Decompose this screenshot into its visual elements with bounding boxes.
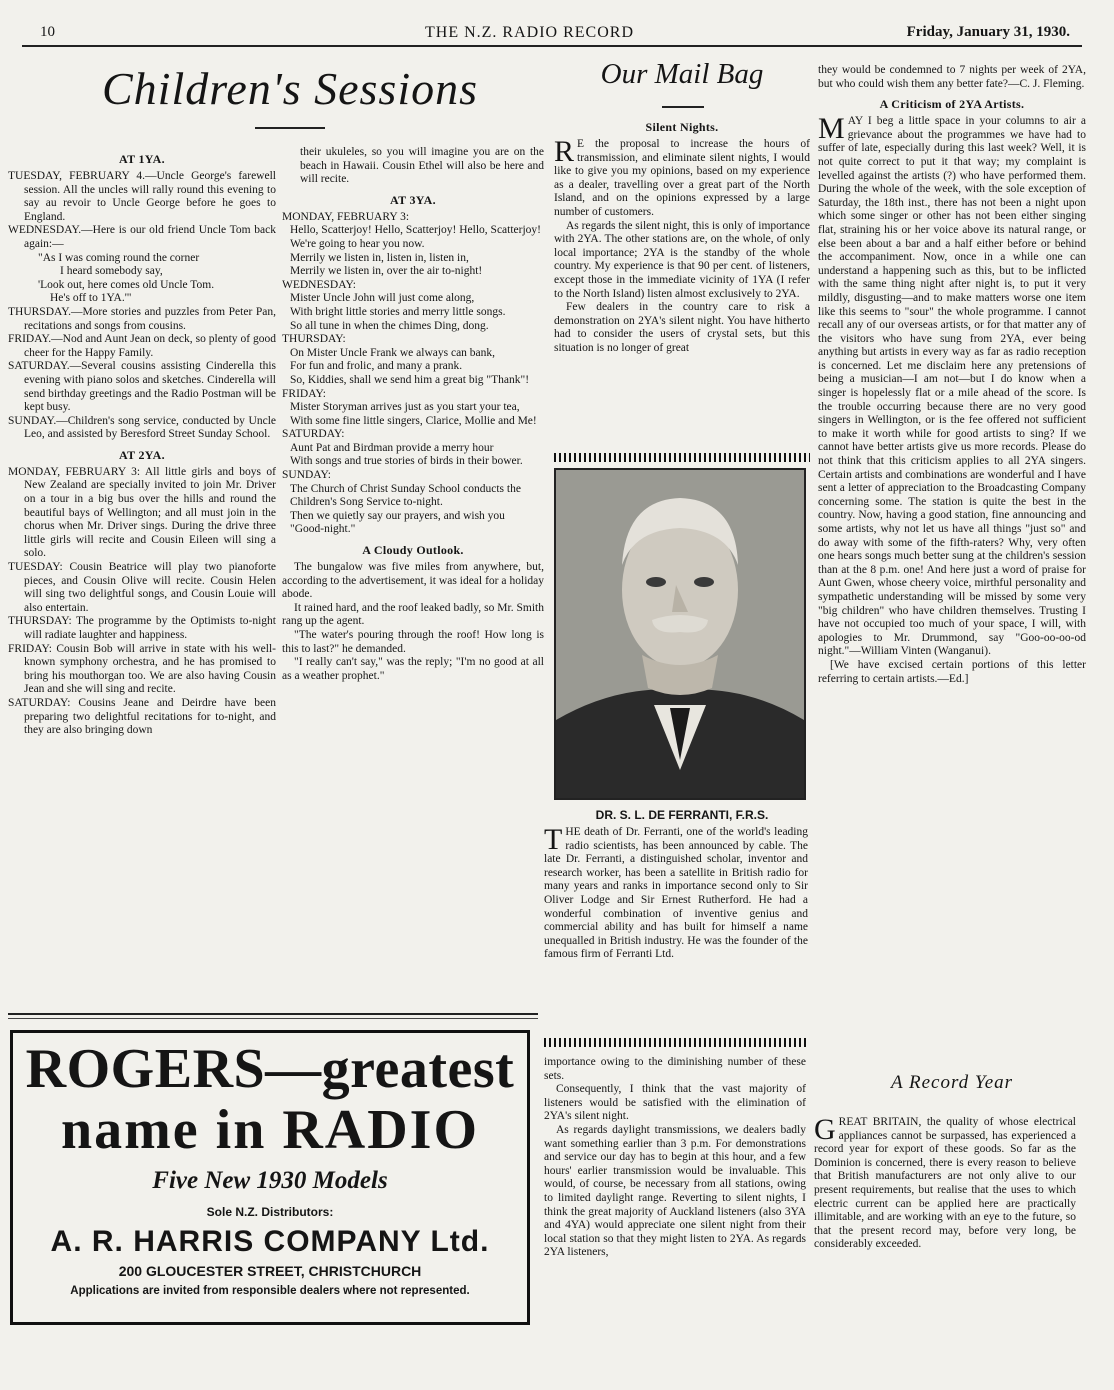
column-3-ferranti (544, 823, 808, 962)
title-rule (255, 127, 325, 129)
record-text (814, 1113, 1076, 1252)
monday-3ya (282, 211, 544, 279)
silent-p3: Few dealers in the country care to risk a demonstration on 2YA's silent night. You have hitherto had to consider the users of crystal sets, but this situation is no longer of great (554, 301, 810, 354)
dropcap: M (818, 112, 845, 146)
column-2 (282, 146, 544, 683)
friday-2ya: FRIDAY: Cousin Bob will arrive in state with his well-known symphony orchestra, and he has promised to bring his mouthorgan too. We are also having Cousin Jean and she will sing and recite. (8, 642, 276, 696)
fleming-carry: they would be condemned to 7 nights per week of 2YA, but who could wish them any better fate?—C. J. Fleming. (818, 64, 1086, 90)
verse-line: We're going to hear you now. (290, 237, 425, 250)
at-2ya-heading: AT 2YA. (119, 447, 165, 462)
criticism-text-body: AY I beg a little space in your columns to air a grievance about the programmes we have had to suffer of late, especially during this last week? Well, it is not quite correct to put it that way; my complaint is levelled against the artists (?) who have performed them. During the whole of the week, with the sole exception of Saturday, the 18th inst., there has not been a night upon which some singer or other has not been either singing flat, straining his or her voice above its natural range, or else been about a bar and a half either before or behind the accompaniment. Now, once in a while one can understand a happening such as this, but to be inflicted with the same thing night after night is, to put it very mildly, disgusting—and to make matters worse one item like this seems to "sour" the whole programme. I cannot recall any of our overseas artists, or for that matter any of the visitors who have sung from 2YA, ever being anything but artists in every way as far as radio reception is concerned. Let me disclaim here any pretensions of being a musician—I am not—but I do know when a singer is hopelessly flat or a mile ahead of the score. Is the trouble occurring because there are no very good singers in Wellington, or is the fee offered not sufficient to make it worth while for good artists to sing? If we cannot have better artists give us more records. Please do not think that this criticism applies to all 2YA singers. Certain artists and combinations are wonderful and I have sent a letter of appreciation to the Broadcasting Company concerning some. The station is quite the best in the country. Now, having a good station, fine announcing and some artists, why not let us have all things "just so" and do away with some of the fifth-raters? Why, very often one hears songs much better sung at the children's session than at the 8 p.m. one! And here just a word of praise for Aunt Gwen, whose cheery voice, mirthful personality and sympathetic understanding will be missed by some very "big children" who have children themselves. Trusting I have not occupied too much of your space, I will, with apologies to Mr. Drummond, say "Goo-oo-oo-od night."—William Vinten (Wanganui). (818, 115, 1086, 658)
photo-caption: DR. S. L. DE FERRANTI, F.R.S. (595, 808, 769, 822)
tuesday-1ya: TUESDAY, FEBRUARY 4.—Uncle George's farewell session. All the uncles will rally round this evening to say au revoir to Uncle George before he goes to England. (8, 170, 276, 223)
thursday-2ya: THURSDAY: The programme by the Optimists to-night will radiate laughter and happiness. (8, 615, 276, 641)
cloudy-p2: It rained hard, and the roof leaked badly, so Mr. Smith rang up the agent. (282, 601, 544, 628)
ad-headline-1: ROGERS—greatest (25, 1038, 515, 1100)
publication-title: THE N.Z. RADIO RECORD (425, 24, 634, 41)
ad-models: Five New 1930 Models (152, 1167, 388, 1194)
verse-line: With songs and true stories of birds in their bower. (290, 455, 523, 468)
ad-address: 200 GLOUCESTER STREET, CHRISTCHURCH (118, 1263, 422, 1279)
sunday-3ya (282, 469, 544, 537)
hatch-divider-2 (544, 1038, 808, 1047)
silent-cont1: importance owing to the diminishing number of these sets. (544, 1056, 806, 1082)
verse-line: Then we quietly say our prayers, and wish you (290, 509, 505, 522)
ad-headline-2: name in RADIO (60, 1099, 480, 1161)
verse-line: 'Look out, here comes old Uncle Tom. (38, 278, 215, 291)
day-label: MONDAY, FEBRUARY 3: (282, 210, 410, 223)
verse-line: Aunt Pat and Birdman provide a merry hour (290, 441, 494, 454)
sunday-1ya: SUNDAY.—Children's song service, conducted by Uncle Leo, and assisted by Beresford Street Sunday School. (8, 414, 276, 441)
thursday-3ya (282, 333, 544, 387)
silent-cont3: As regards daylight transmissions, we dealers badly want something earlier than 3 p.m. For demonstrations and service our day has to begin at this hour, and a few hours' earlier transmission would be invaluable. This would, of course, be necessary from all stations, owing to limited daylight range. Reverting to silent nights, I think the great majority of Auckland listeners (also 3YA and 4YA) would appreciate one silent night from their local station so that they might listen to 2YA. As regards 2YA listeners, (544, 1123, 806, 1259)
rogers-advertisement (10, 1030, 530, 1325)
verse-line: For fun and frolic, and many a prank. (290, 360, 463, 373)
ad-company: A. R. HARRIS COMPANY Ltd. (50, 1225, 490, 1258)
verse-line: He's off to 1YA.'" (50, 292, 132, 305)
silent-p1 (554, 135, 810, 220)
verse-line: Merrily we listen in, listen in, listen in, (290, 251, 469, 264)
saturday-1ya: SATURDAY.—Several cousins assisting Cinderella this evening with piano solos and sketches. Cinderella will send birthday greetings and the Radio Postman will be kept busy. (8, 360, 276, 414)
wednesday-1ya-verse (8, 252, 276, 306)
saturday-2ya-continued: their ukuleles, so you will imagine you are on the beach in Hawaii. Cousin Ethel will also be here and will recite. (300, 146, 544, 186)
tuesday-2ya: TUESDAY: Cousin Beatrice will play two pianoforte pieces, and Cousin Olive will recite. Cousin Helen will sing two delightful songs, and Cousin Louie will also entertain. (8, 561, 276, 614)
hatch-divider (554, 453, 810, 462)
verse-line: Merrily we listen in, over the air to-night! (290, 265, 483, 278)
verse-line: So, Kiddies, shall we send him a great big "Thank"! (290, 373, 530, 386)
verse-line: Children's Song Service to-night. (290, 496, 443, 509)
silent-p2: As regards the silent night, this is only of importance with 2YA. The other stations are, on the whole, of only local importance; 2YA is the standby of the whole country. My experience is that 90 per cent. of listeners, except those in the immediate vicinity of 1YA (I refer to the North Island) listen almost exclusively to 2YA. (554, 219, 811, 300)
cloudy-p3: "The water's pouring through the roof! How long is this to last?" he demanded. (282, 629, 544, 655)
column-4-top (818, 64, 1086, 686)
day-label: SUNDAY: (282, 469, 332, 482)
record-text-body: REAT BRITAIN, the quality of whose electrical appliances cannot be surpassed, has experienced a record year for export of these goods. So far as the Dominion is concerned, there is every reason to believe that British manufacturers are not only alive to our present requirements, but realise that the uses to which electric current can be applied here are practically illimitable, and are working with an eye to the future, so that the present record may, before very long, be considerably exceeded. (814, 1116, 1076, 1251)
day-label: SATURDAY: (282, 428, 345, 441)
verse-line: I heard somebody say, (60, 265, 163, 278)
saturday-3ya (282, 428, 544, 469)
ferranti-text (544, 823, 808, 962)
mailbag-title: Our Mail Bag (600, 58, 764, 90)
column-3-top (554, 114, 810, 356)
dropcap: G (814, 1113, 836, 1146)
verse-line: "Good-night." (290, 523, 356, 536)
verse-line: "As I was coming round the corner (38, 251, 200, 264)
verse-line: On Mister Uncle Frank we always can bank, (290, 346, 496, 359)
mailbag-rule (662, 106, 704, 108)
silent-cont2: Consequently, I think that the vast majority of listeners would be satisfied with the elimination of 2YA's silent night. (544, 1083, 806, 1123)
friday-1ya: FRIDAY.—Nod and Aunt Jean on deck, so plenty of good cheer for the Happy Family. (8, 333, 276, 359)
dropcap: R (554, 135, 575, 168)
page-header (40, 22, 1080, 44)
criticism-heading: A Criticism of 2YA Artists. (879, 97, 1025, 112)
day-label: THURSDAY: (282, 333, 346, 346)
day-label: WEDNESDAY: (282, 278, 356, 291)
saturday-2ya: SATURDAY: Cousins Jeane and Deirdre have been preparing two delightful recitations for to-night, and they are also bringing down (8, 696, 276, 737)
ad-top-rule-2 (8, 1018, 538, 1019)
ad-sole: Sole N.Z. Distributors: (206, 1205, 334, 1219)
editor-note: [We have excised certain portions of this letter referring to certain artists.—Ed.] (818, 658, 1086, 685)
record-year-title: A Record Year (890, 1072, 1014, 1093)
at-3ya-heading: AT 3YA. (390, 192, 436, 207)
verse-line: Mister Storyman arrives just as you start your tea, (290, 401, 520, 414)
silent-p1-text: E the proposal to increase the hours of transmission, and eliminate silent nights, I would like to give you my opinions, based on my experience as a dealer, travelling over a great part of the North Island, and on the opinions expressed by a large number of customers. (554, 138, 810, 218)
column-3-bottom (544, 1056, 806, 1260)
page-number: 10 (40, 24, 55, 40)
monday-2ya: MONDAY, FEBRUARY 3: All little girls and boys of New Zealand are specially invited to join Mr. Driver on a tour in a big bus over the hills and round the beautiful bays of Wellington; and all must join in the chorus when Mr. Driver sings. During the drive three little girls will recite and Cousin Eileen will sing a solo. (8, 465, 276, 560)
portrait-illustration (556, 470, 804, 798)
verse-line: Hello, Scatterjoy! Hello, Scatterjoy! Hello, Scatterjoy! (290, 224, 542, 237)
silent-nights-heading: Silent Nights. (645, 120, 719, 134)
friday-3ya (282, 388, 544, 429)
ad-applications: Applications are invited from responsible dealers where not represented. (70, 1285, 470, 1297)
ferranti-photo (554, 468, 806, 800)
cloudy-p4: "I really can't say," was the reply; "I'm no good at all as a weather prophet." (282, 656, 544, 682)
cloudy-p1: The bungalow was five miles from anywhere, but, according to the advertisement, it was ideal for a holiday abode. (282, 561, 544, 601)
verse-line: With bright little stories and merry little songs. (290, 305, 506, 318)
day-label: FRIDAY: (282, 387, 326, 400)
children-sessions-title: Children's Sessions (102, 63, 478, 114)
at-1ya-heading: AT 1YA. (119, 152, 165, 166)
verse-line: So all tune in when the chimes Ding, dong. (290, 319, 489, 332)
wednesday-1ya: WEDNESDAY.—Here is our old friend Uncle Tom back again:— (8, 224, 276, 250)
column-4-bottom (814, 1113, 1076, 1252)
issue-date: Friday, January 31, 1930. (906, 24, 1070, 40)
header-rule (22, 45, 1082, 47)
verse-line: With some fine little singers, Clarice, Mollie and Me! (290, 414, 537, 427)
column-1 (8, 146, 276, 738)
wednesday-3ya (282, 279, 544, 333)
verse-line: The Church of Christ Sunday School conducts the (290, 482, 521, 495)
thursday-1ya: THURSDAY.—More stories and puzzles from Peter Pan, recitations and songs from cousins. (8, 305, 276, 332)
cloudy-outlook-heading: A Cloudy Outlook. (362, 543, 464, 558)
ad-top-rule (8, 1013, 538, 1015)
ferranti-text-body: HE death of Dr. Ferranti, one of the world's leading radio scientists, has been announced by cable. The late Dr. Ferranti, a distinguished scholar, inventor and research worker, has been a satellite in British radio for many years and ranks in importance second only to Sir Oliver Lodge and Sir Ernest Rutherford. He had a wonderful combination of inventive genius and commercial ability and has built for himself a name unequalled in British industry. He was the founder of the famous firm of Ferranti Ltd. (544, 826, 808, 961)
verse-line: Mister Uncle John will just come along, (290, 292, 475, 305)
criticism-text (818, 112, 1086, 659)
dropcap: T (544, 823, 563, 856)
